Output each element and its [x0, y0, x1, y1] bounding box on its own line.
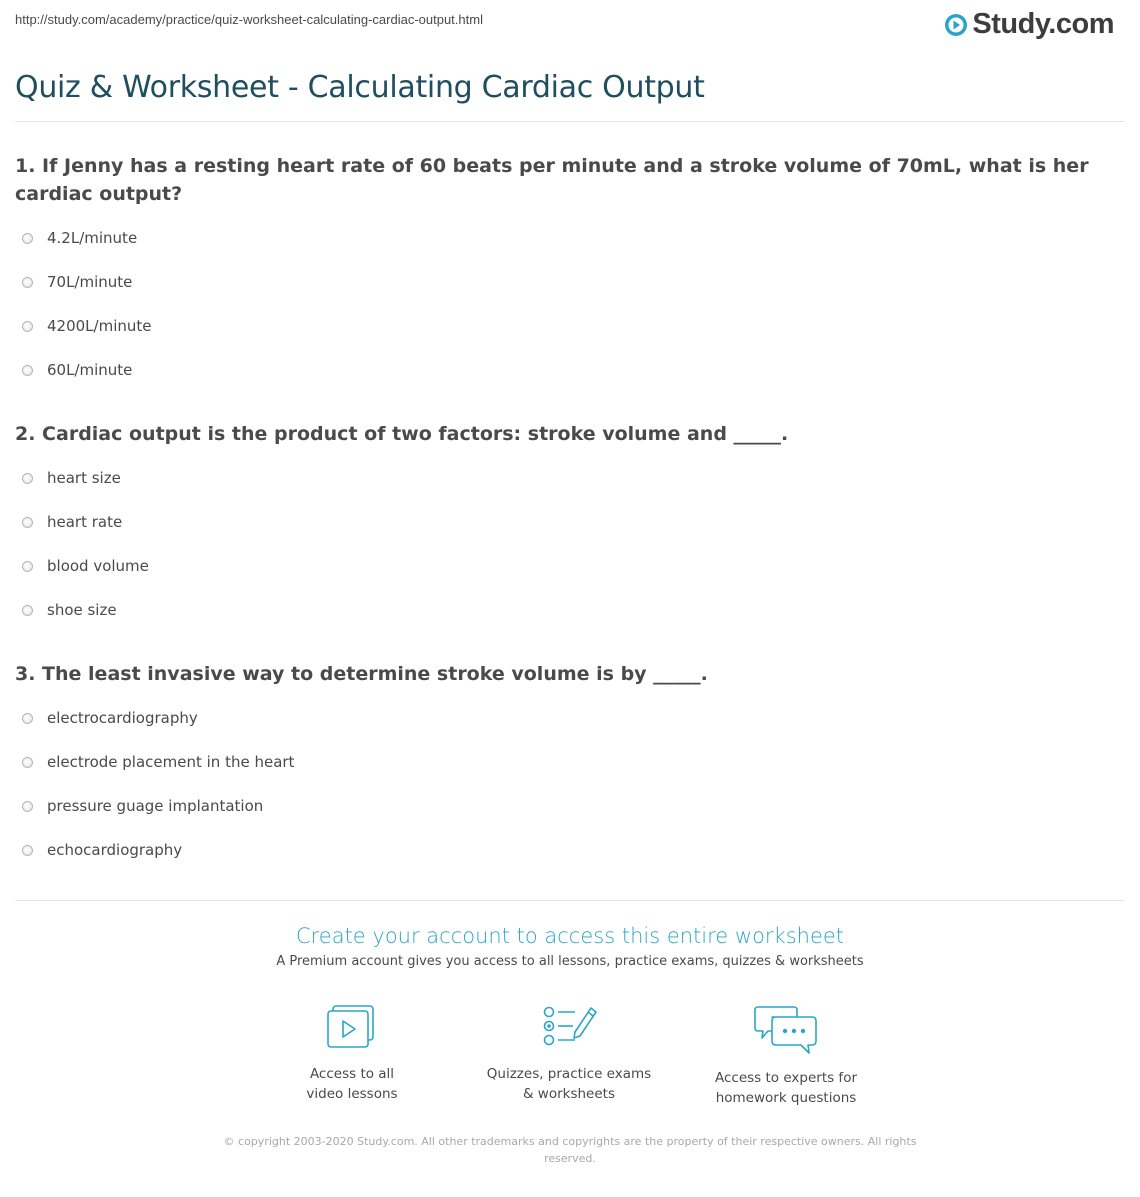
radio-button[interactable]: [22, 713, 33, 724]
page-title: Quiz & Worksheet - Calculating Cardiac Output: [15, 70, 705, 105]
question-3-option-3[interactable]: [22, 795, 263, 817]
option-label: 60L/minute: [47, 361, 133, 379]
option-label: shoe size: [47, 601, 117, 619]
page-url: http://study.com/academy/practice/quiz-worksheet-calculating-cardiac-output.html: [15, 12, 483, 27]
radio-button[interactable]: [22, 365, 33, 376]
question-1-option-2[interactable]: [22, 271, 132, 293]
cta-subtitle: A Premium account gives you access to all lessons, practice exams, quizzes & worksheets: [276, 954, 864, 969]
logo-text: Study.com: [972, 8, 1114, 40]
question-3-option-1[interactable]: [22, 707, 198, 729]
cta-title[interactable]: Create your account to access this entire worksheet: [295, 924, 845, 948]
question-2-option-1[interactable]: [22, 467, 121, 489]
radio-button[interactable]: [22, 801, 33, 812]
radio-button[interactable]: [22, 233, 33, 244]
question-1-option-1[interactable]: [22, 227, 137, 249]
option-label: blood volume: [47, 557, 149, 575]
title-divider: [15, 121, 1125, 122]
radio-button[interactable]: [22, 605, 33, 616]
feature-experts: [686, 1004, 886, 1108]
video-lessons-icon: [324, 1004, 380, 1050]
radio-button[interactable]: [22, 277, 33, 288]
option-label: electrocardiography: [47, 709, 198, 727]
question-1-option-3[interactable]: [22, 315, 152, 337]
chat-bubbles-icon: [754, 1004, 818, 1054]
option-label: heart rate: [47, 513, 123, 531]
feature-video-lessons: [252, 1004, 452, 1104]
option-label: heart size: [47, 469, 121, 487]
feature-label: Quizzes, practice exams & worksheets: [486, 1066, 652, 1102]
question-1: 1. If Jenny has a resting heart rate of 60 beats per minute and a stroke volume of 70mL, what is her cardiac output?: [15, 155, 1089, 205]
question-1-option-4[interactable]: [22, 359, 132, 381]
option-label: 4200L/minute: [47, 317, 152, 335]
option-label: echocardiography: [47, 841, 183, 859]
feature-label: Access to all video lessons: [306, 1066, 398, 1102]
radio-button[interactable]: [22, 757, 33, 768]
option-label: pressure guage implantation: [47, 797, 264, 815]
radio-button[interactable]: [22, 321, 33, 332]
option-label: electrode placement in the heart: [47, 753, 295, 771]
question-3: 3. The least invasive way to determine stroke volume is by _____.: [15, 663, 708, 685]
option-label: 70L/minute: [47, 273, 133, 291]
question-3-option-4[interactable]: [22, 839, 182, 861]
question-2-option-4[interactable]: [22, 599, 117, 621]
radio-button[interactable]: [22, 473, 33, 484]
radio-button[interactable]: [22, 845, 33, 856]
question-3-option-2[interactable]: [22, 751, 294, 773]
cta-divider: [15, 900, 1125, 901]
quiz-checklist-icon: [541, 1004, 597, 1050]
study-logo[interactable]: [944, 8, 1114, 41]
question-2: 2. Cardiac output is the product of two factors: stroke volume and _____.: [15, 423, 789, 445]
radio-button[interactable]: [22, 517, 33, 528]
feature-label: Access to experts for homework questions: [714, 1070, 857, 1106]
question-2-option-2[interactable]: [22, 511, 122, 533]
feature-quizzes: [469, 1004, 669, 1104]
question-2-option-3[interactable]: [22, 555, 149, 577]
option-label: 4.2L/minute: [47, 229, 138, 247]
radio-button[interactable]: [22, 561, 33, 572]
play-logo-icon: [944, 13, 968, 37]
copyright-notice: © copyright 2003-2020 Study.com. All other trademarks and copyrights are the property of their respective owners. All rights reserved.: [223, 1135, 917, 1165]
